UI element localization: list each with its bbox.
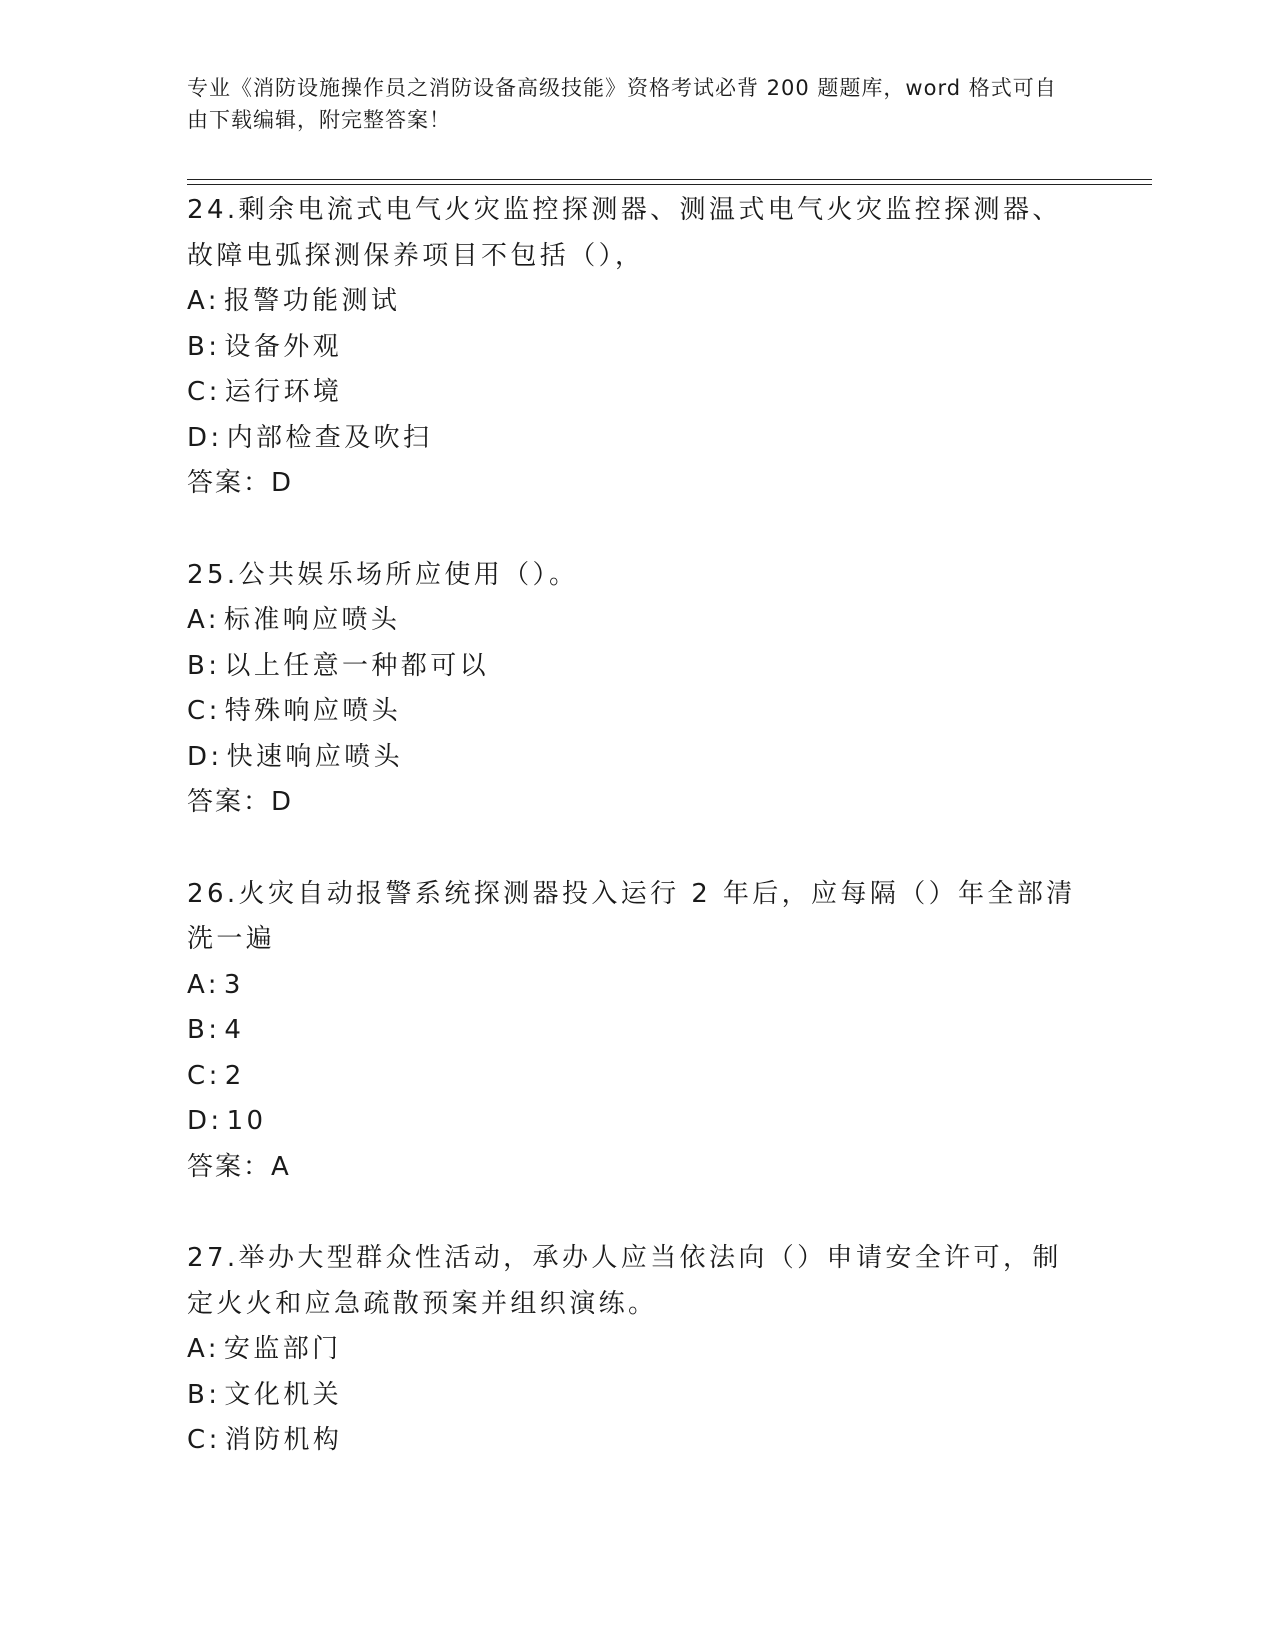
option-text: 设备外观 <box>224 331 343 362</box>
option-letter: A <box>187 1334 208 1364</box>
header-divider-line <box>187 184 1152 185</box>
option-letter: C <box>187 1060 209 1091</box>
header-divider-line <box>187 179 1152 180</box>
header-intro-text: 专业《消防设施操作员之消防设备高级技能》资格考试必背 200 题题库，word 格式可自由下载编辑，附完整答案！ <box>187 76 1057 132</box>
option-a: A: 报警功能测试 <box>187 286 401 316</box>
question-text: 25.公共娱乐场所应使用（）。 <box>187 559 579 590</box>
option-text: 报警功能测试 <box>223 286 401 316</box>
option-text: 标准响应喷头 <box>223 605 401 635</box>
option-b: B: 设备外观 <box>187 331 343 362</box>
option-b: B: 文化机关 <box>187 1379 343 1410</box>
option-b: B: 4 <box>187 1015 245 1045</box>
option-b: B: 以上任意一种都可以 <box>187 650 490 681</box>
option-letter: B <box>187 650 209 681</box>
option-letter: B <box>187 1379 209 1410</box>
question-24 <box>187 188 1077 507</box>
answer-line: 答案：D <box>187 787 294 817</box>
option-letter: D <box>187 1106 211 1136</box>
option-letter: A <box>187 286 208 316</box>
option-text: 10 <box>226 1106 267 1136</box>
option-letter: D <box>187 741 211 772</box>
question-25 <box>187 553 1077 826</box>
question-26 <box>187 872 1077 1191</box>
option-text: 以上任意一种都可以 <box>224 650 490 681</box>
option-text: 4 <box>224 1015 245 1045</box>
answer-line: 答案：A <box>187 1151 291 1182</box>
option-d: D: 10 <box>187 1106 267 1136</box>
option-c: C: 运行环境 <box>187 377 343 407</box>
question-list <box>187 188 1077 1510</box>
option-d: D: 内部检查及吹扫 <box>187 422 433 453</box>
option-letter: B <box>187 1015 209 1045</box>
option-letter: D <box>187 422 211 453</box>
option-text: 特殊响应喷头 <box>224 696 402 726</box>
option-text: 运行环境 <box>224 377 343 407</box>
option-text: 文化机关 <box>224 1379 343 1410</box>
option-c: C: 特殊响应喷头 <box>187 696 402 726</box>
option-letter: A <box>187 605 208 635</box>
question-text: 27.举办大型群众性活动，承办人应当依法向（）申请安全许可，制定火火和应急疏散预案并组织演练。 <box>187 1243 1062 1319</box>
option-letter: A <box>187 969 208 1000</box>
option-d: D: 快速响应喷头 <box>187 741 403 772</box>
question-text: 26.火灾自动报警系统探测器投入运行 2 年后，应每隔（）年全部清洗一遍 <box>187 878 1076 954</box>
option-c: C: 消防机构 <box>187 1425 343 1455</box>
option-text: 快速响应喷头 <box>226 741 403 772</box>
document-header <box>187 72 1067 136</box>
question-27 <box>187 1236 1077 1464</box>
option-letter: C <box>187 1425 209 1455</box>
option-text: 安监部门 <box>223 1334 342 1364</box>
option-a: A: 标准响应喷头 <box>187 605 401 635</box>
question-text: 24.剩余电流式电气火灾监控探测器、测温式电气火灾监控探测器、故障电弧探测保养项目不包括（）， <box>187 195 1062 271</box>
option-letter: C <box>187 377 209 407</box>
answer-line: 答案：D <box>187 468 294 498</box>
option-text: 消防机构 <box>224 1425 343 1455</box>
option-a: A: 3 <box>187 969 244 1000</box>
option-text: 3 <box>223 969 244 1000</box>
option-text: 2 <box>224 1060 245 1091</box>
option-letter: C <box>187 696 209 726</box>
option-text: 内部检查及吹扫 <box>226 422 433 453</box>
option-a: A: 安监部门 <box>187 1334 342 1364</box>
option-letter: B <box>187 331 209 362</box>
option-c: C: 2 <box>187 1060 245 1091</box>
